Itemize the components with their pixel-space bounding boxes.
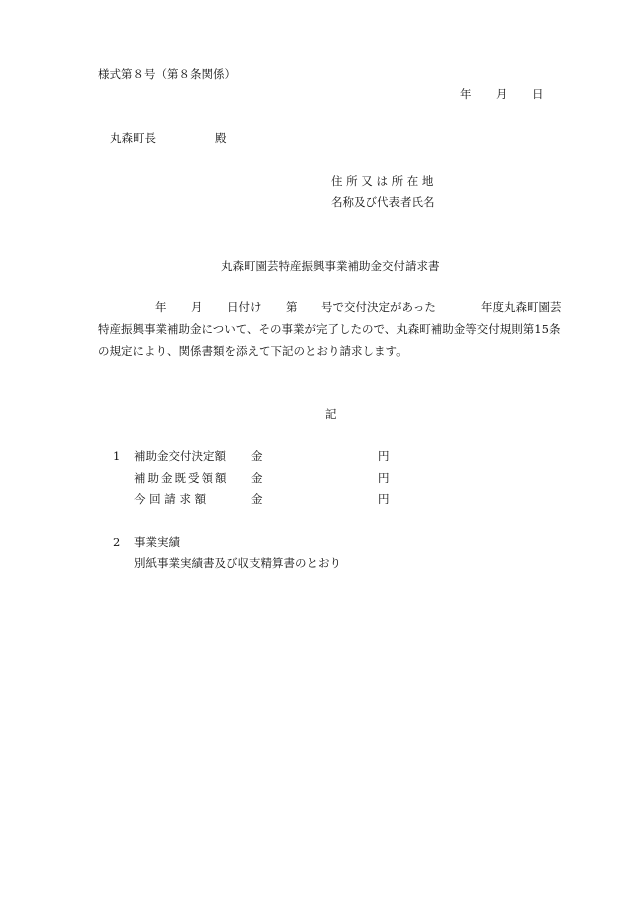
ki-heading: 記 <box>325 407 337 421</box>
address-label: 住 所 又 は 所 在 地 <box>331 174 434 188</box>
decision-number-suffix: 号で交付決定があった <box>321 300 436 314</box>
decision-number-prefix: 第 <box>286 300 298 314</box>
document-title: 丸森町園芸特産振興事業補助金交付請求書 <box>221 259 440 273</box>
addressee-honorific: 殿 <box>215 131 227 145</box>
body-line-3: の規定により、関係書類を添えて下記のとおり請求します。 <box>98 344 408 358</box>
representative-name-label: 名称及び代表者氏名 <box>331 195 435 209</box>
row-2-currency: 金 <box>251 471 263 485</box>
row-1-currency: 金 <box>251 449 263 463</box>
row-3-label: 今 回 請 求 額 <box>134 492 207 506</box>
row-1-label: 補助金交付決定額 <box>134 449 226 463</box>
date-year: 年 <box>460 87 472 101</box>
section-2-heading: 事業実績 <box>134 535 180 549</box>
section-1-number: 1 <box>113 449 121 463</box>
row-2-label: 補助金既受領額 <box>134 471 229 485</box>
row-3-currency: 金 <box>251 492 263 506</box>
decision-date-suffix: 日付け <box>227 300 262 314</box>
addressee-name: 丸森町長 <box>110 131 156 145</box>
decision-year: 年 <box>155 300 167 314</box>
decision-month: 月 <box>191 300 203 314</box>
row-1-unit: 円 <box>378 449 390 463</box>
section-2-text: 別紙事業実績書及び収支精算書のとおり <box>134 556 341 570</box>
row-2-unit: 円 <box>378 471 390 485</box>
body-line-2: 特産振興事業補助金について、その事業が完了したので、丸森町補助金等交付規則第15条 <box>98 322 561 336</box>
section-2-number: 2 <box>113 535 121 549</box>
date-day: 日 <box>532 87 544 101</box>
date-month: 月 <box>496 87 508 101</box>
row-3-unit: 円 <box>378 492 390 506</box>
form-number: 様式第８号（第８条関係） <box>98 67 236 81</box>
fiscal-year-text: 年度丸森町園芸 <box>481 300 562 314</box>
